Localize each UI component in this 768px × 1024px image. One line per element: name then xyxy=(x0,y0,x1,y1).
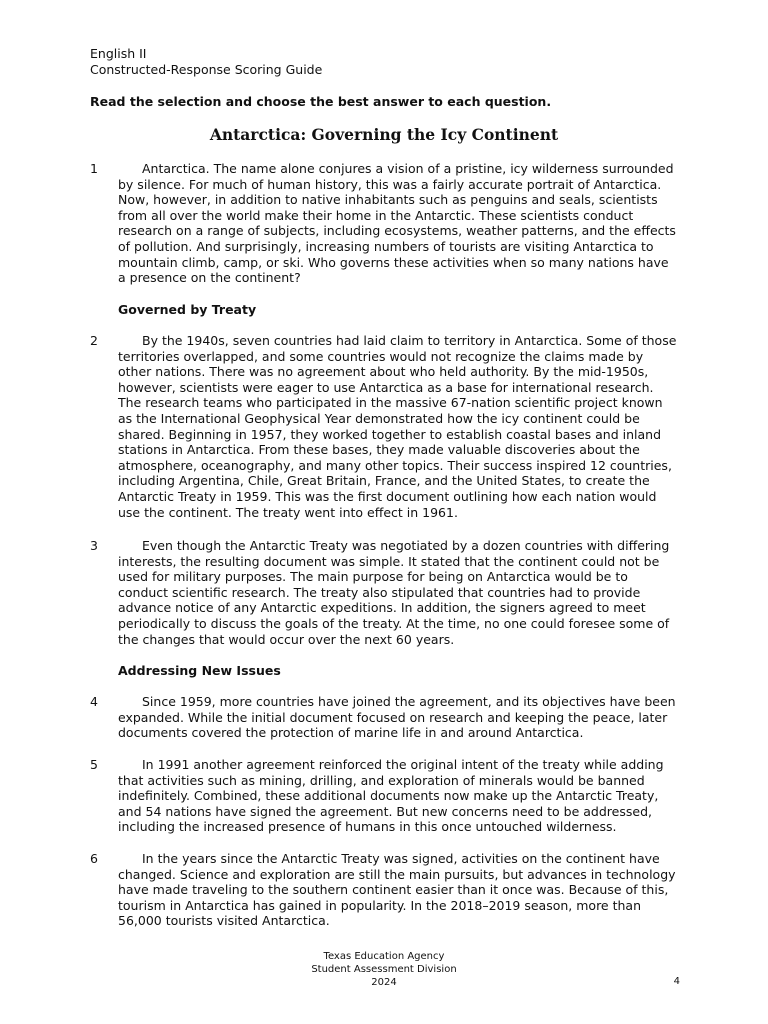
paragraph-5 xyxy=(90,757,680,835)
footer-division: Student Assessment Division xyxy=(311,964,457,975)
paragraph-4 xyxy=(90,694,680,741)
paragraph-text: Even though the Antarctic Treaty was negotiated by a dozen countries with differing interests, the resulting document was simple. It stated that the continent could not be used for military purposes. The main purpose for being on Antarctica would be to conduct scientific research. The treaty also stipulated that countries had to provide advance notice of any Antarctic expeditions. In addition, the signers agreed to meet periodically to discuss the goals of the treaty. At the time, no one could foresee some of the changes that would occur over the next 60 years. xyxy=(118,538,670,647)
footer-year: 2024 xyxy=(371,977,397,988)
paragraph-text: In the years since the Antarctic Treaty was signed, activities on the continent have changed. Science and exploration are still the main pursuits, but advances in technology have made traveling to the southern continent easier than it once was. Because of this, tourism in Antarctica has gained in popularity. In the 2018–2019 season, more than 56,000 tourists visited Antarctica. xyxy=(118,851,676,929)
page-footer xyxy=(0,950,768,989)
paragraph-number: 5 xyxy=(90,757,98,772)
paragraph-number: 3 xyxy=(90,538,98,553)
paragraph-6 xyxy=(90,851,680,929)
document-header xyxy=(90,46,322,78)
page-number: 4 xyxy=(673,976,680,987)
subheading-addressing-new-issues: Addressing New Issues xyxy=(118,663,281,678)
paragraph-number: 6 xyxy=(90,851,98,866)
paragraph-1 xyxy=(90,161,680,286)
footer-agency: Texas Education Agency xyxy=(323,951,445,962)
paragraph-number: 1 xyxy=(90,161,98,176)
paragraph-number: 4 xyxy=(90,694,98,709)
guide-name: Constructed-Response Scoring Guide xyxy=(90,62,323,77)
paragraph-text: Since 1959, more countries have joined the agreement, and its objectives have been expanded. While the initial document focused on research and keeping the peace, later documents covered the protection of marine life in and around Antarctica. xyxy=(118,694,676,741)
paragraph-2 xyxy=(90,333,680,520)
paragraph-text: In 1991 another agreement reinforced the original intent of the treaty while adding that activities such as mining, drilling, and exploration of minerals would be banned indefinitely. Combined, these additional documents now make up the Antarctic Treaty, and 54 nations have signed the agreement. But new concerns need to be addressed, including the increased presence of humans in this once untouched wilderness. xyxy=(118,757,664,835)
paragraph-3 xyxy=(90,538,680,647)
paragraph-text: Antarctica. The name alone conjures a vision of a pristine, icy wilderness surrounded by silence. For much of human history, this was a fairly accurate portrait of Antarctica. Now, however, in addition to native inhabitants such as penguins and seals, scientists from all over the world make their home in the Antarctic. These scientists conduct research on a range of subjects, including ecosystems, weather patterns, and the effects of pollution. And surprisingly, increasing numbers of tourists are visiting Antarctica to mountain climb, camp, or ski. Who governs these activities when so many nations have a presence on the continent? xyxy=(118,161,676,286)
paragraph-text: By the 1940s, seven countries had laid claim to territory in Antarctica. Some of those territories overlapped, and some countries would not recognize the claims made by other nations. There was no agreement about who held authority. By the mid-1950s, however, scientists were eager to use Antarctica as a base for international research. The research teams who participated in the massive 67-nation scientific project known as the International Geophysical Year demonstrated how the icy continent could be shared. Beginning in 1957, they worked together to establish coastal bases and inland stations in Antarctica. From these bases, they made valuable discoveries about the atmosphere, oceanography, and many other topics. Their success inspired 12 countries, including Argentina, Chile, Great Britain, France, and the United States, to create the Antarctic Treaty in 1959. This was the first document outlining how each nation would use the continent. The treaty went into effect in 1961. xyxy=(118,333,677,520)
article-title: Antarctica: Governing the Icy Continent xyxy=(209,125,559,144)
instructions: Read the selection and choose the best answer to each question. xyxy=(90,94,552,109)
paragraph-number: 2 xyxy=(90,333,98,348)
subheading-governed-by-treaty: Governed by Treaty xyxy=(118,302,257,317)
course-name: English II xyxy=(90,46,147,61)
